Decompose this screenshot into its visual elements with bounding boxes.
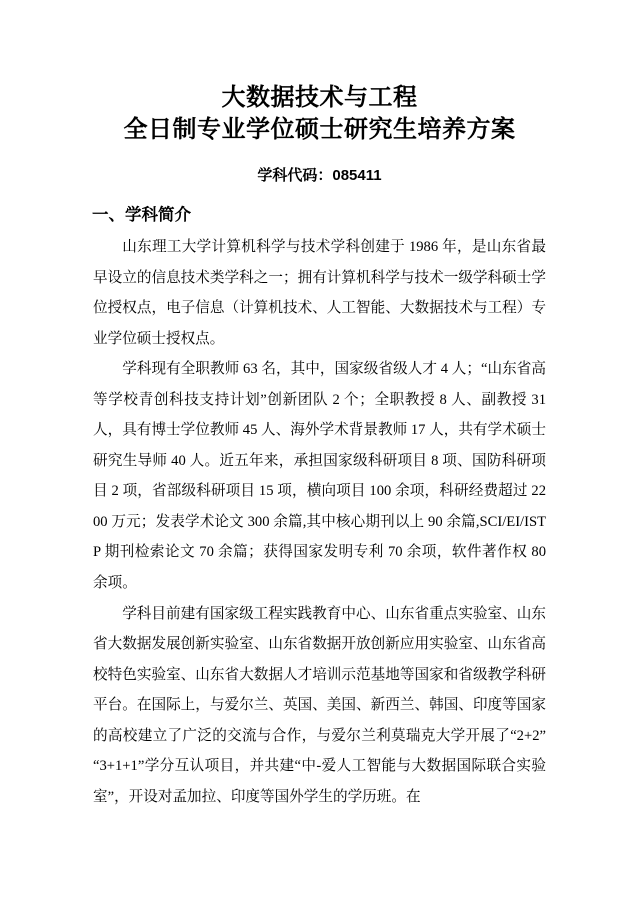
document-title: [0, 0, 639, 146]
paragraph-discipline-history: 山东理工大学计算机科学与技术学科创建于 1986 年，是山东省最早设立的信息技术类学科之一；拥有计算机科学与技术一级学科硕士学位授权点，电子信息（计算机技术、人工智能、大数据技术与工程）专业学位硕士授权点。: [93, 239, 546, 347]
subject-code: 学科代码：085411: [257, 167, 382, 184]
title-line-2: 全日制专业学位硕士研究生培养方案: [123, 116, 516, 143]
paragraph-platforms-and-international: 学科目前建有国家级工程实践教育中心、山东省重点实验室、山东省大数据发展创新实验室、山东省数据开放创新应用实验室、山东省高校特色实验室、山东省大数据人才培训示范基地等国家和省级教学科研平台。在国际上，与爱尔兰、英国、美国、新西兰、韩国、印度等国家的高校建立了广泛的交流与合作，与爱尔兰利莫瑞克大学开展了“2+2”“3+1+1”学分互认项目，并共建“中-爱人工智能与大数据国际联合实验室”，开设对孟加拉、印度等国外学生的学历班。在: [93, 605, 546, 805]
section-heading-discipline-intro: 一、学科简介: [92, 206, 191, 224]
paragraph-faculty-and-research: 学科现有全职教师 63 名，其中，国家级省级人才 4 人；“山东省高等学校青创科技支持计划”创新团队 2 个；全职教授 8 人、副教授 31 人，具有博士学位教师 45 人、海外学术背景教师 17 人，共有学术硕士研究生导师 40 人。近五年来，承担国家级科研项目 8 项、国防科研项目 2 项，省部级科研项目 15 项，横向项目 100 余项，科研经费超过 2200 万元；发表学术论文 300 余篇,其中核心期刊以上 90 余篇,SCI/EI/ISTP 期刊检索论文 70 余篇；获得国家发明专利 70 余项，软件著作权 80 余项。: [93, 361, 546, 592]
title-line-1: 大数据技术与工程: [221, 84, 418, 111]
